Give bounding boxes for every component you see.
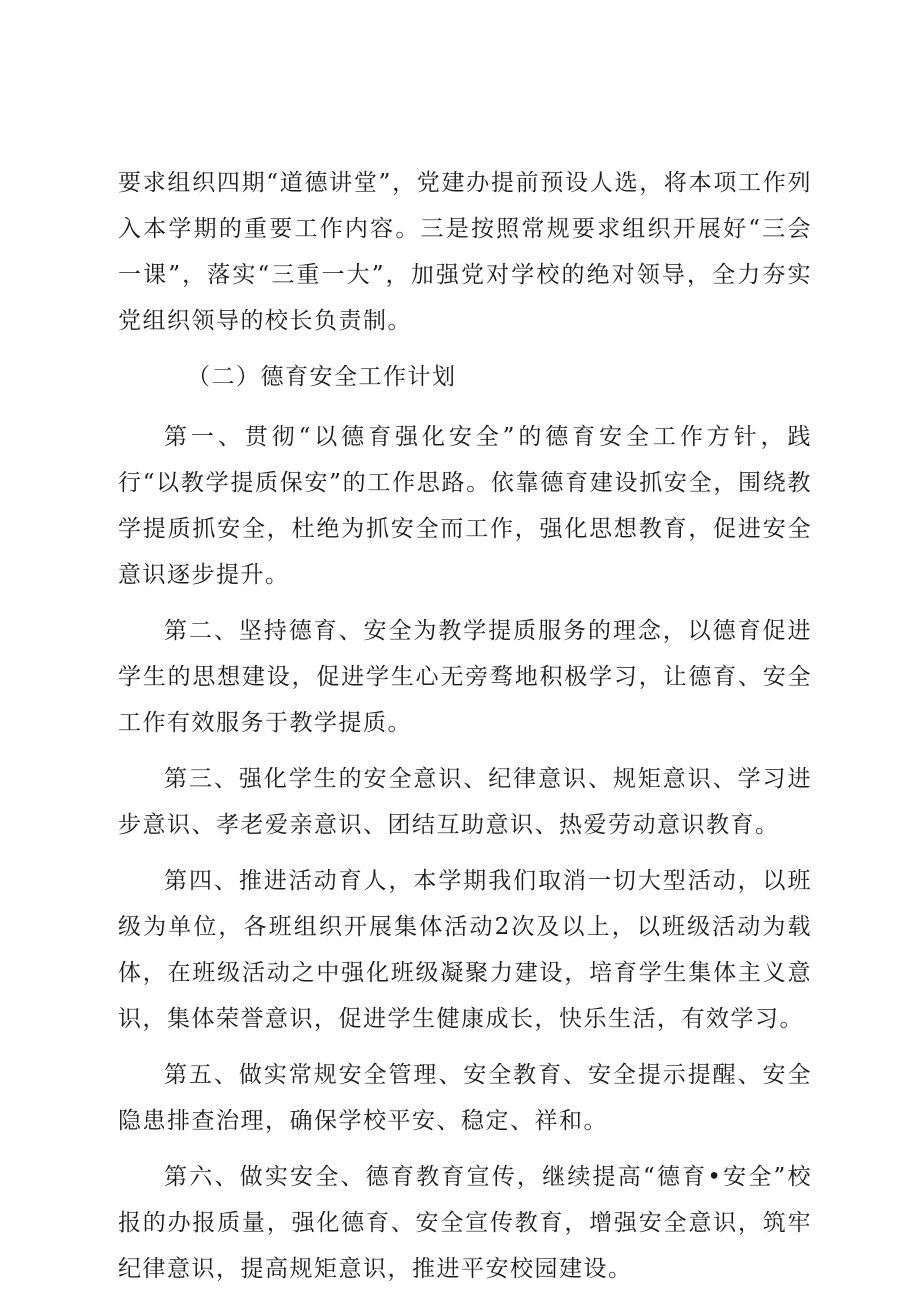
paragraph-item-4: 第四、推进活动育人，本学期我们取消一切大型活动，以班级为单位，各班组织开展集体活动2次及以上，以班级活动为载体，在班级活动之中强化班级凝聚力建设，培育学生集体主义意识，集体荣誉意识，促进学生健康成长，快乐生活，有效学习。 [118,868,812,1032]
paragraph-party-work-continuation: 要求组织四期“道德讲堂”，党建办提前预设人选，将本项工作列入本学期的重要工作内容。三是按照常规要求组织开展好“三会一课”，落实“三重一大”，加强党对学校的绝对领导，全力夯实党组织领导的校长负责制。 [118,170,812,334]
paragraph-item-1: 第一、贯彻“以德育强化安全”的德育安全工作方针，践行“以教学提质保安”的工作思路。依靠德育建设抓安全，围绕教学提质抓安全，杜绝为抓安全而工作，强化思想教育，促进安全意识逐步提升。 [118,424,812,588]
paragraph-item-5: 第五、做实常规安全管理、安全教育、安全提示提醒、安全隐患排查治理，确保学校平安、稳定、祥和。 [118,1062,812,1134]
paragraph-item-6: 第六、做实安全、德育教育宣传，继续提高“德育•安全”校报的办报质量，强化德育、安全宣传教育，增强安全意识，筑牢纪律意识，提高规矩意识，推进平安校园建设。 [118,1164,812,1282]
paragraph-item-2: 第二、坚持德育、安全为教学提质服务的理念，以德育促进学生的思想建设，促进学生心无旁骛地积极学习，让德育、安全工作有效服务于教学提质。 [118,618,812,736]
document-body [118,160,812,1292]
paragraph-item-3: 第三、强化学生的安全意识、纪律意识、规矩意识、学习进步意识、孝老爱亲意识、团结互助意识、热爱劳动意识教育。 [118,766,812,838]
section-heading-moral-safety-plan: （二）德育安全工作计划 [187,364,457,390]
